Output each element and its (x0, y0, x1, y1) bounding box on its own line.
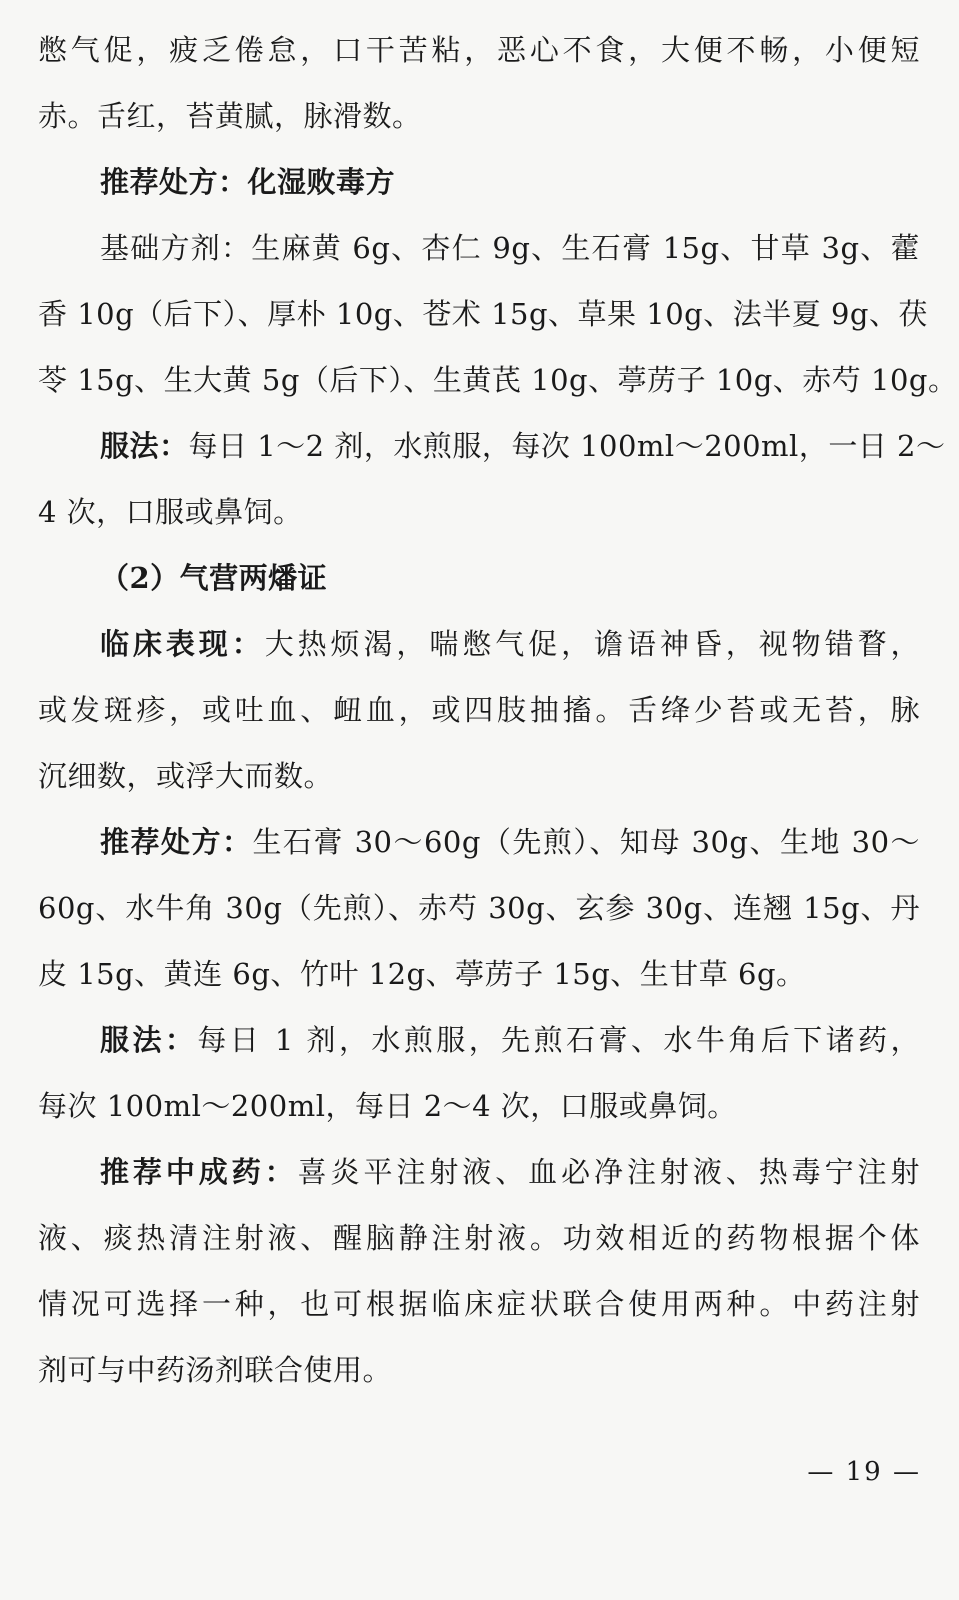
page-number: — 19 — (807, 1457, 921, 1487)
label-patent-medicine: 推荐中成药： (100, 1155, 298, 1189)
paragraph-line: 4 次，口服或鼻饲。 (38, 495, 303, 529)
paragraph-text: 生石膏 30～60g（先煎）、知母 30g、生地 30～ (252, 825, 920, 859)
paragraph-line: 情况可选择一种，也可根据临床症状联合使用两种。中药注射 (38, 1287, 920, 1321)
paragraph-line (100, 810, 920, 874)
paragraph-line: 皮 15g、黄连 6g、竹叶 12g、葶苈子 15g、生甘草 6g。 (38, 957, 806, 991)
label-dosage: 服法： (100, 1023, 198, 1057)
label-dosage: 服法： (100, 429, 189, 463)
paragraph-line: 沉细数，或浮大而数。 (38, 759, 334, 793)
label-clinical: 临床表现： (100, 627, 265, 661)
label-prescription: 推荐处方： (100, 825, 253, 859)
section-heading: 推荐处方：化湿败毒方 (100, 165, 396, 199)
paragraph-line (100, 1140, 920, 1204)
paragraph-line: 憋气促，疲乏倦怠，口干苦粘，恶心不食，大便不畅，小便短 (38, 33, 920, 67)
paragraph-line: 赤。舌红，苔黄腻，脉滑数。 (38, 99, 422, 133)
paragraph-line (100, 612, 920, 676)
paragraph-text: 喜炎平注射液、血必净注射液、热毒宁注射 (297, 1155, 920, 1189)
paragraph-text: 大热烦渴，喘憋气促，谵语神昏，视物错瞀， (264, 627, 920, 661)
paragraph-line: 剂可与中药汤剂联合使用。 (38, 1353, 393, 1387)
paragraph-text: 每日 1～2 剂，水煎服，每次 100ml～200ml，一日 2～ (188, 429, 946, 463)
paragraph-line: 60g、水牛角 30g（先煎）、赤芍 30g、玄参 30g、连翘 15g、丹 (38, 891, 920, 925)
paragraph-line: 或发斑疹，或吐血、衄血，或四肢抽搐。舌绛少苔或无苔，脉 (38, 693, 920, 727)
paragraph-line (100, 414, 946, 478)
paragraph-line (100, 1008, 920, 1072)
paragraph-line: 基础方剂：生麻黄 6g、杏仁 9g、生石膏 15g、甘草 3g、藿 (100, 231, 920, 265)
paragraph-text: 每日 1 剂，水煎服，先煎石膏、水牛角后下诸药， (197, 1023, 920, 1057)
paragraph-line: 每次 100ml～200ml，每日 2～4 次，口服或鼻饲。 (38, 1089, 737, 1123)
paragraph-line: 液、痰热清注射液、醒脑静注射液。功效相近的药物根据个体 (38, 1221, 920, 1255)
paragraph-line: 苓 15g、生大黄 5g（后下）、生黄芪 10g、葶苈子 10g、赤芍 10g。 (38, 363, 958, 397)
paragraph-line: 香 10g（后下）、厚朴 10g、苍术 15g、草果 10g、法半夏 9g、茯 (38, 297, 928, 331)
subsection-heading: （2）气营两燔证 (100, 561, 328, 595)
